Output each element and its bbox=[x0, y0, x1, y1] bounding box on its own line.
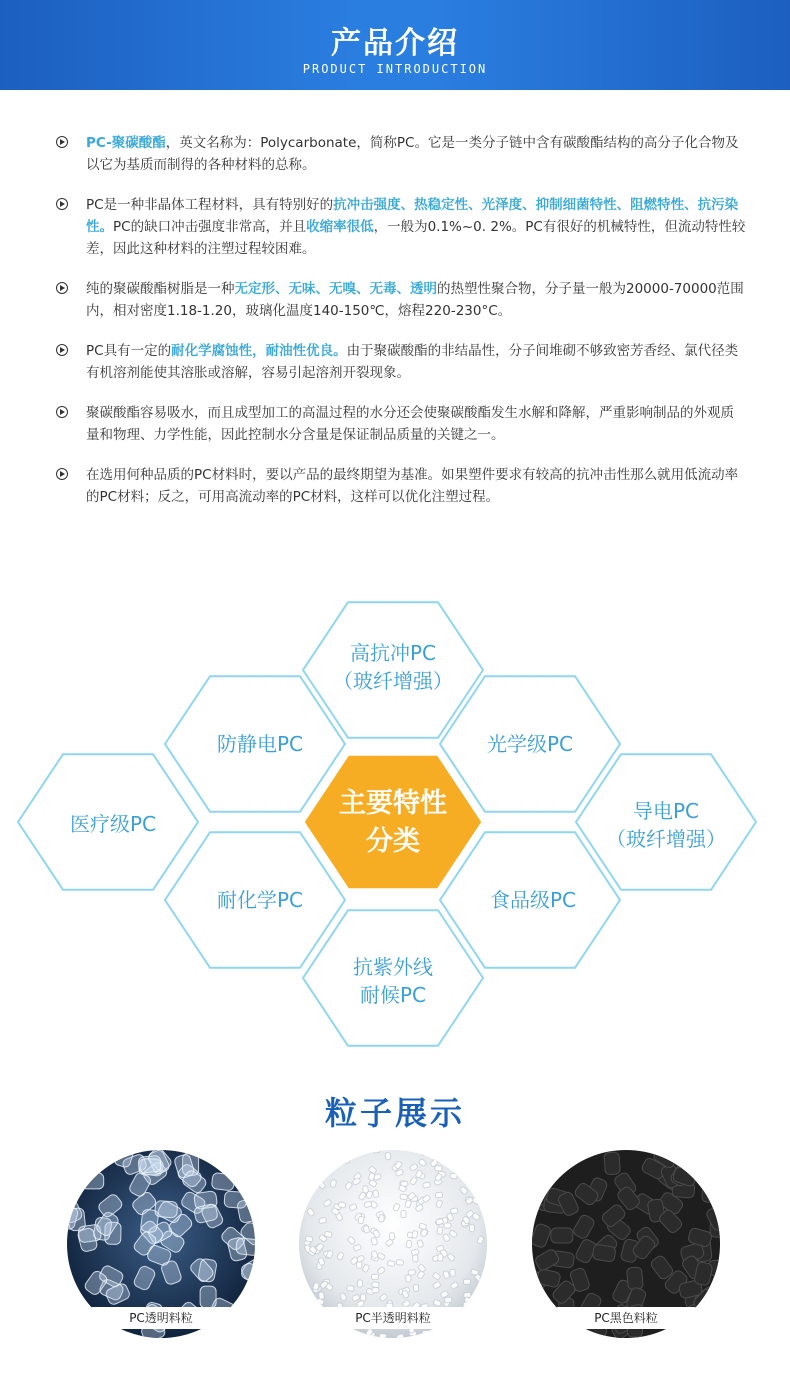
hex-label-line: 食品级PC bbox=[489, 888, 577, 912]
highlight-text: 耐化学腐蚀性，耐油性优良。 bbox=[171, 343, 347, 359]
pellet bbox=[308, 1152, 314, 1160]
pellet bbox=[441, 1330, 450, 1338]
pellet bbox=[308, 1327, 314, 1334]
body-text: 由于聚碳酸酯的非结晶性，分子间堆砌不够致密芳香经、氯代径类有机溶剂能使其溶胀或溶解，容易引起溶剂开裂现象。 bbox=[86, 343, 739, 381]
pellet bbox=[698, 1156, 720, 1182]
play-circle-icon bbox=[56, 344, 68, 356]
particle-label-black: PC黑色料粒 bbox=[556, 1307, 696, 1329]
pellet bbox=[469, 1150, 476, 1153]
pellet bbox=[423, 1182, 431, 1188]
pellet bbox=[541, 1150, 567, 1166]
intro-item bbox=[56, 278, 746, 322]
pellet bbox=[138, 1155, 161, 1173]
pellet bbox=[319, 1217, 327, 1224]
hex-label-line: 耐化学PC bbox=[216, 888, 304, 912]
hex-label-line: 医疗级PC bbox=[69, 812, 157, 836]
hex-label-line: 抗紫外线 bbox=[353, 955, 433, 979]
pellet bbox=[347, 1285, 355, 1291]
pellet bbox=[312, 1151, 321, 1159]
particle-label-translucent: PC半透明料粒 bbox=[323, 1307, 463, 1329]
pellet bbox=[592, 1244, 616, 1262]
pellet bbox=[308, 1174, 316, 1182]
pellet bbox=[363, 1186, 369, 1193]
hex-label-line: 光学级PC bbox=[486, 732, 574, 756]
pellet bbox=[379, 1333, 387, 1338]
pellet bbox=[434, 1150, 442, 1155]
body-text: ，英文名称为：Polycarbonate，简称PC。它是一类分子链中含有碳酸酯结构的高分子化合物及以它为基质而制得的各种材料的总称。 bbox=[86, 135, 739, 173]
intro-item bbox=[56, 402, 746, 446]
pellet bbox=[324, 1163, 329, 1170]
intro-item bbox=[56, 132, 746, 176]
hex-label-lower-right bbox=[458, 886, 608, 914]
pellet bbox=[400, 1194, 408, 1200]
pellet bbox=[465, 1327, 471, 1335]
pellet bbox=[459, 1153, 467, 1162]
pellet bbox=[458, 1154, 466, 1163]
hex-label-far-right bbox=[591, 797, 741, 853]
intro-list bbox=[56, 132, 746, 526]
hex-label-far-left bbox=[38, 810, 188, 838]
pellet bbox=[702, 1187, 720, 1203]
pellet bbox=[475, 1314, 484, 1322]
pellet bbox=[73, 1150, 92, 1166]
pellet bbox=[437, 1227, 443, 1235]
pellet bbox=[155, 1200, 178, 1217]
hex-label-center bbox=[318, 785, 468, 861]
pellet bbox=[435, 1192, 442, 1197]
pellet bbox=[302, 1302, 310, 1311]
pellet bbox=[464, 1279, 471, 1284]
pellet bbox=[484, 1264, 487, 1271]
feature-hexagon-diagram bbox=[0, 580, 790, 1070]
pellet bbox=[450, 1208, 458, 1214]
pellet bbox=[322, 1163, 331, 1171]
pellet bbox=[532, 1302, 550, 1329]
pellet bbox=[299, 1283, 304, 1290]
pellet bbox=[211, 1172, 235, 1191]
pellet bbox=[442, 1154, 447, 1161]
pellet bbox=[68, 1208, 86, 1232]
hex-label-line: 主要特性 bbox=[339, 788, 447, 819]
highlight-text: 无定形、无味、无嗅、无毒、透明 bbox=[234, 281, 437, 297]
hex-label-line: 耐候PC bbox=[359, 983, 427, 1007]
pellet bbox=[357, 1280, 363, 1287]
pellet bbox=[406, 1240, 412, 1248]
pellet bbox=[299, 1156, 304, 1165]
pellet bbox=[299, 1306, 303, 1311]
pellet bbox=[701, 1162, 720, 1186]
hex-label-line: 高抗冲PC bbox=[349, 641, 437, 665]
pellet bbox=[445, 1150, 453, 1155]
body-text: PC的缺口冲击强度非常高，并且 bbox=[113, 219, 307, 235]
pellet bbox=[445, 1151, 451, 1159]
pellet bbox=[444, 1223, 451, 1228]
body-text: ，一般为0.1%~0. 2%。PC有很好的机械特性，但流动特性较差，因此这种材料的注塑过程较困难。 bbox=[86, 219, 746, 257]
hex-label-lower-left bbox=[185, 886, 335, 914]
pellet bbox=[385, 1152, 391, 1160]
pellet bbox=[71, 1302, 92, 1328]
pellet bbox=[481, 1288, 487, 1297]
pellet bbox=[422, 1330, 429, 1335]
pellet bbox=[469, 1225, 474, 1232]
pellet bbox=[69, 1150, 96, 1176]
pellet bbox=[304, 1319, 313, 1327]
pellet bbox=[687, 1150, 703, 1165]
body-text: PC具有一定的 bbox=[86, 343, 172, 359]
pellet bbox=[483, 1179, 487, 1186]
hex-label-line: 防静电PC bbox=[216, 732, 304, 756]
pellet bbox=[604, 1152, 620, 1175]
pellet bbox=[396, 1260, 403, 1266]
highlight-text: 收缩率很低 bbox=[306, 219, 374, 235]
pellet bbox=[436, 1218, 444, 1224]
pellet bbox=[318, 1164, 325, 1170]
hex-label-line: 导电PC bbox=[632, 799, 700, 823]
pellet bbox=[480, 1185, 487, 1193]
pellet bbox=[450, 1269, 455, 1276]
hex-label-top bbox=[318, 639, 468, 695]
hex-label-line: （玻纤增强） bbox=[333, 669, 453, 693]
pellet bbox=[450, 1173, 458, 1179]
pellet bbox=[236, 1238, 255, 1256]
pellet bbox=[445, 1297, 452, 1302]
pellet bbox=[676, 1150, 696, 1167]
pellet bbox=[299, 1204, 304, 1212]
play-circle-icon bbox=[56, 406, 68, 418]
hex-label-upper-left bbox=[185, 730, 335, 758]
pellet bbox=[358, 1216, 364, 1224]
pellet bbox=[413, 1284, 418, 1291]
pellet bbox=[626, 1267, 643, 1290]
pellet bbox=[372, 1287, 379, 1293]
header-banner bbox=[0, 0, 790, 90]
body-text: 在选用何种品质的PC材料时，要以产品的最终期望为基准。如果塑件要求有较高的抗冲击性那么就用低流动率的PC材料；反之，可用高流动率的PC材料，这样可以优化注塑过程。 bbox=[86, 467, 739, 505]
hex-label-line: （玻纤增强） bbox=[606, 827, 726, 851]
body-text: PC是一种非晶体工程材料，具有特别好的 bbox=[86, 197, 334, 213]
pellet bbox=[435, 1166, 442, 1172]
page-subtitle: PRODUCT INTRODUCTION bbox=[302, 62, 488, 76]
play-circle-icon bbox=[56, 468, 68, 480]
hex-label-line: 分类 bbox=[366, 826, 420, 857]
pellet bbox=[401, 1210, 406, 1217]
pellet bbox=[438, 1254, 443, 1261]
pellet bbox=[356, 1150, 363, 1156]
highlight-text: 抗冲击强度、热稳定性、光泽度、抑制细菌特性、阻燃特性、抗污染性。 bbox=[86, 197, 739, 235]
pellet bbox=[224, 1191, 247, 1208]
pellet bbox=[348, 1151, 356, 1157]
pellet bbox=[340, 1333, 345, 1338]
pellet bbox=[322, 1159, 330, 1166]
page-title: 产品介绍 bbox=[331, 26, 459, 61]
pellet bbox=[464, 1313, 471, 1321]
play-circle-icon bbox=[56, 136, 68, 148]
intro-item bbox=[56, 194, 746, 260]
pellet bbox=[387, 1260, 395, 1266]
highlight-text: PC-聚碳酸酯 bbox=[86, 135, 166, 151]
pellet bbox=[438, 1330, 446, 1338]
intro-item bbox=[56, 340, 746, 384]
pellet bbox=[406, 1275, 411, 1282]
body-text: 的热塑性聚合物，分子量一般为20000-70000范围内，相对密度1.18-1.20，玻璃化温度140-150℃，熔程220-230°C。 bbox=[86, 281, 744, 319]
pellet bbox=[236, 1312, 255, 1336]
pellet bbox=[364, 1201, 372, 1208]
particles-section-title: 粒子展示 bbox=[324, 1094, 465, 1132]
pellet bbox=[314, 1163, 322, 1170]
hex-label-bottom bbox=[318, 953, 468, 1009]
pellet bbox=[305, 1236, 313, 1242]
body-text: 纯的聚碳酸酯树脂是一种 bbox=[86, 281, 235, 297]
pellet bbox=[338, 1202, 346, 1209]
pellet bbox=[551, 1228, 573, 1243]
intro-item bbox=[56, 464, 746, 508]
hex-label-upper-right bbox=[455, 730, 605, 758]
pellet bbox=[532, 1311, 545, 1334]
pellet bbox=[372, 1282, 380, 1288]
pellet bbox=[464, 1156, 473, 1164]
particle-label-transparent: PC透明料粒 bbox=[91, 1307, 231, 1329]
pellet bbox=[379, 1215, 384, 1222]
pellet bbox=[82, 1173, 104, 1189]
play-circle-icon bbox=[56, 282, 68, 294]
pellet bbox=[67, 1318, 88, 1336]
play-circle-icon bbox=[56, 198, 68, 210]
pellet bbox=[412, 1230, 419, 1238]
pellet bbox=[483, 1312, 487, 1320]
pellet bbox=[200, 1286, 216, 1308]
pellet bbox=[372, 1274, 379, 1279]
pellet bbox=[373, 1190, 380, 1198]
pellet bbox=[326, 1158, 332, 1166]
pellet bbox=[361, 1294, 366, 1301]
body-text: 聚碳酸酯容易吸水，而且成型加工的高温过程的水分还会使聚碳酸酯发生水解和降解，严重影响制品的外观质量和物理、力学性能，因此控制水分含量是保证制品质量的关键之一。 bbox=[86, 405, 734, 443]
pellet bbox=[701, 1150, 718, 1170]
pellet bbox=[389, 1232, 395, 1240]
pellet bbox=[340, 1333, 348, 1338]
